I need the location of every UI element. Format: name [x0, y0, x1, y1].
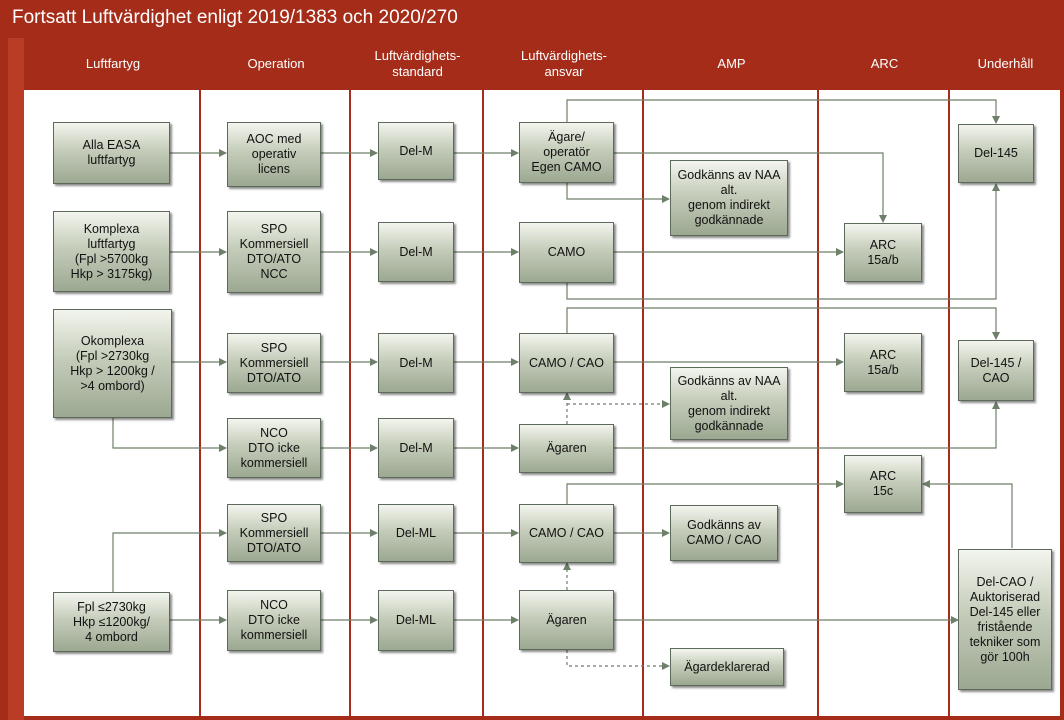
box-light-aircraft: Fpl ≤2730kg Hkp ≤1200kg/ 4 ombord [53, 592, 170, 652]
box-del-m-4: Del-M [378, 418, 454, 478]
box-del-m-1: Del-M [378, 122, 454, 180]
column-header-maintenance: Underhåll [977, 56, 1034, 71]
box-spo-2: SPO Kommersiell DTO/ATO [227, 504, 321, 562]
arrow-dashed-owner-to-declared [567, 650, 669, 666]
box-spo-1: SPO Kommersiell DTO/ATO [227, 333, 321, 393]
box-amp-owner-declared: Ägardeklarerad [670, 648, 784, 686]
arrow-camo-cao-to-arc15c [567, 484, 843, 504]
diagram-title: Fortsatt Luftvärdighet enligt 2019/1383 och 2020/270 [12, 7, 458, 28]
box-amp-camo-cao: Godkänns av CAMO / CAO [670, 505, 778, 561]
column-header-responsibility: Luftvärdighets- ansvar [521, 48, 607, 79]
box-arc-15c: ARC 15c [844, 455, 922, 513]
column-header-aircraft: Luftfartyg [85, 56, 141, 71]
column-header-arc: ARC [870, 56, 899, 71]
column-header-operation: Operation [247, 56, 305, 71]
arrow-light-to-spo [113, 533, 226, 592]
box-camo-cao-1: CAMO / CAO [519, 333, 614, 393]
box-owner-1: Ägaren [519, 424, 614, 473]
arrow-del-cao-to-arc15c [923, 484, 1012, 548]
arrow-noncomplex-to-nco [113, 418, 226, 448]
box-del-ml-2: Del-ML [378, 590, 454, 651]
box-nco-2: NCO DTO icke kommersiell [227, 590, 321, 651]
box-amp-naa-2: Godkänns av NAA alt. genom indirekt godkännade [670, 367, 788, 440]
column-header-amp: AMP [717, 56, 746, 71]
arrow-camo-cao-to-del145-cao [567, 308, 996, 339]
box-spo-ncc: SPO Kommersiell DTO/ATO NCC [227, 211, 321, 293]
box-aoc: AOC med operativ licens [227, 122, 321, 187]
box-easa-aircraft: Alla EASA luftfartyg [53, 122, 170, 184]
box-owner-2: Ägaren [519, 590, 614, 650]
box-camo: CAMO [519, 222, 614, 283]
arrow-owner-camo-to-amp [567, 183, 669, 199]
box-del-m-2: Del-M [378, 222, 454, 282]
box-owner-operator-camo: Ägare/ operatör Egen CAMO [519, 122, 614, 183]
box-noncomplex-aircraft: Okomplexa (Fpl >2730kg Hkp > 1200kg / >4 ombord) [53, 309, 172, 418]
box-del-ml-1: Del-ML [378, 504, 454, 562]
arrow-owner-camo-to-del145 [567, 100, 996, 123]
box-camo-cao-2: CAMO / CAO [519, 504, 614, 563]
box-del-145: Del-145 [958, 124, 1034, 183]
box-nco-1: NCO DTO icke kommersiell [227, 418, 321, 478]
column-header-standard: Luftvärdighets- standard [374, 48, 461, 79]
box-del-145-cao: Del-145 / CAO [958, 340, 1034, 401]
box-arc-15ab-2: ARC 15a/b [844, 333, 922, 392]
box-del-m-3: Del-M [378, 333, 454, 393]
box-arc-15ab-1: ARC 15a/b [844, 223, 922, 282]
box-complex-aircraft: Komplexa luftfartyg (Fpl >5700kg Hkp > 3175kg) [53, 211, 170, 292]
box-del-cao: Del-CAO / Auktoriserad Del-145 eller fristående tekniker som gör 100h [958, 549, 1052, 690]
box-amp-naa-1: Godkänns av NAA alt. genom indirekt godkännade [670, 160, 788, 236]
